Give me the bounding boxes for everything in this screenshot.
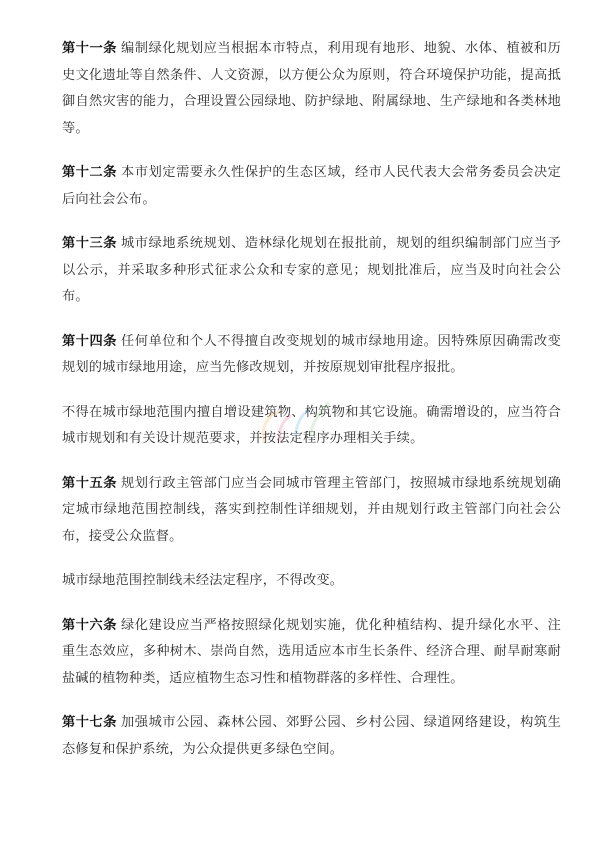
article-15-paragraph-2 [62,568,561,595]
article-text: 本市划定需要永久性保护的生态区域，经市人民代表大会常务委员会决定后向社会公布。 [62,165,561,207]
article-label: 第十四条 [62,333,118,349]
article-14 [62,329,561,382]
article-12 [62,160,561,213]
article-11 [62,36,561,142]
article-text: 不得在城市绿地范围内擅自增设建筑物、构筑物和其它设施。确需增设的，应当符合城市规划和有关设计规范要求，并按法定程序办理相关手续。 [62,404,561,446]
article-label: 第十六条 [62,617,118,633]
article-13 [62,231,561,311]
article-label: 第十七条 [62,715,118,730]
article-text: 编制绿化规划应当根据本市特点，利用现有地形、地貌、水体、植被和历史文化遗址等自然条件、人文资源，以方便公众为原则，符合环境保护功能，提高抵御自然灾害的能力，合理设置公园绿地、防护绿地、附属绿地、生产绿地和各类林地等。 [62,41,561,136]
article-text: 城市绿地系统规划、造林绿化规划在报批前，规划的组织编制部门应当予以公示，并采取多种形式征求公众和专家的意见；规划批准后，应当及时向社会公布。 [62,236,561,304]
article-label: 第十二条 [62,165,118,180]
article-text: 任何单位和个人不得擅自改变规划的城市绿地用途。因特殊原因确需改变规划的城市绿地用途，应当先修改规划，并按原规划审批程序报批。 [62,333,561,375]
article-text: 规划行政主管部门应当会同城市管理主管部门，按照城市绿地系统规划确定城市绿地范围控制线，落实到控制性详细规划，并由规划行政主管部门向社会公布，接受公众监督。 [62,475,561,544]
article-16 [62,613,561,693]
article-label: 第十三条 [62,236,118,251]
article-label: 第十一条 [62,41,118,56]
article-label: 第十五条 [62,475,118,491]
article-17 [62,710,561,763]
article-14-paragraph-2 [62,400,561,453]
article-text: 城市绿地范围控制线未经法定程序，不得改变。 [62,573,344,588]
article-15 [62,471,561,551]
article-text: 加强城市公园、森林公园、郊野公园、乡村公园、绿道网络建设，构筑生态修复和保护系统，为公众提供更多绿色空间。 [62,715,561,757]
article-text: 绿化建设应当严格按照绿化规划实施，优化种植结构、提升绿化水平、注重生态效应，多种树木、崇尚自然，选用适应本市生长条件、经济合理、耐旱耐寒耐盐碱的植物种类，适应植物生态习性和植物群落的多样性、合理性。 [62,617,561,686]
